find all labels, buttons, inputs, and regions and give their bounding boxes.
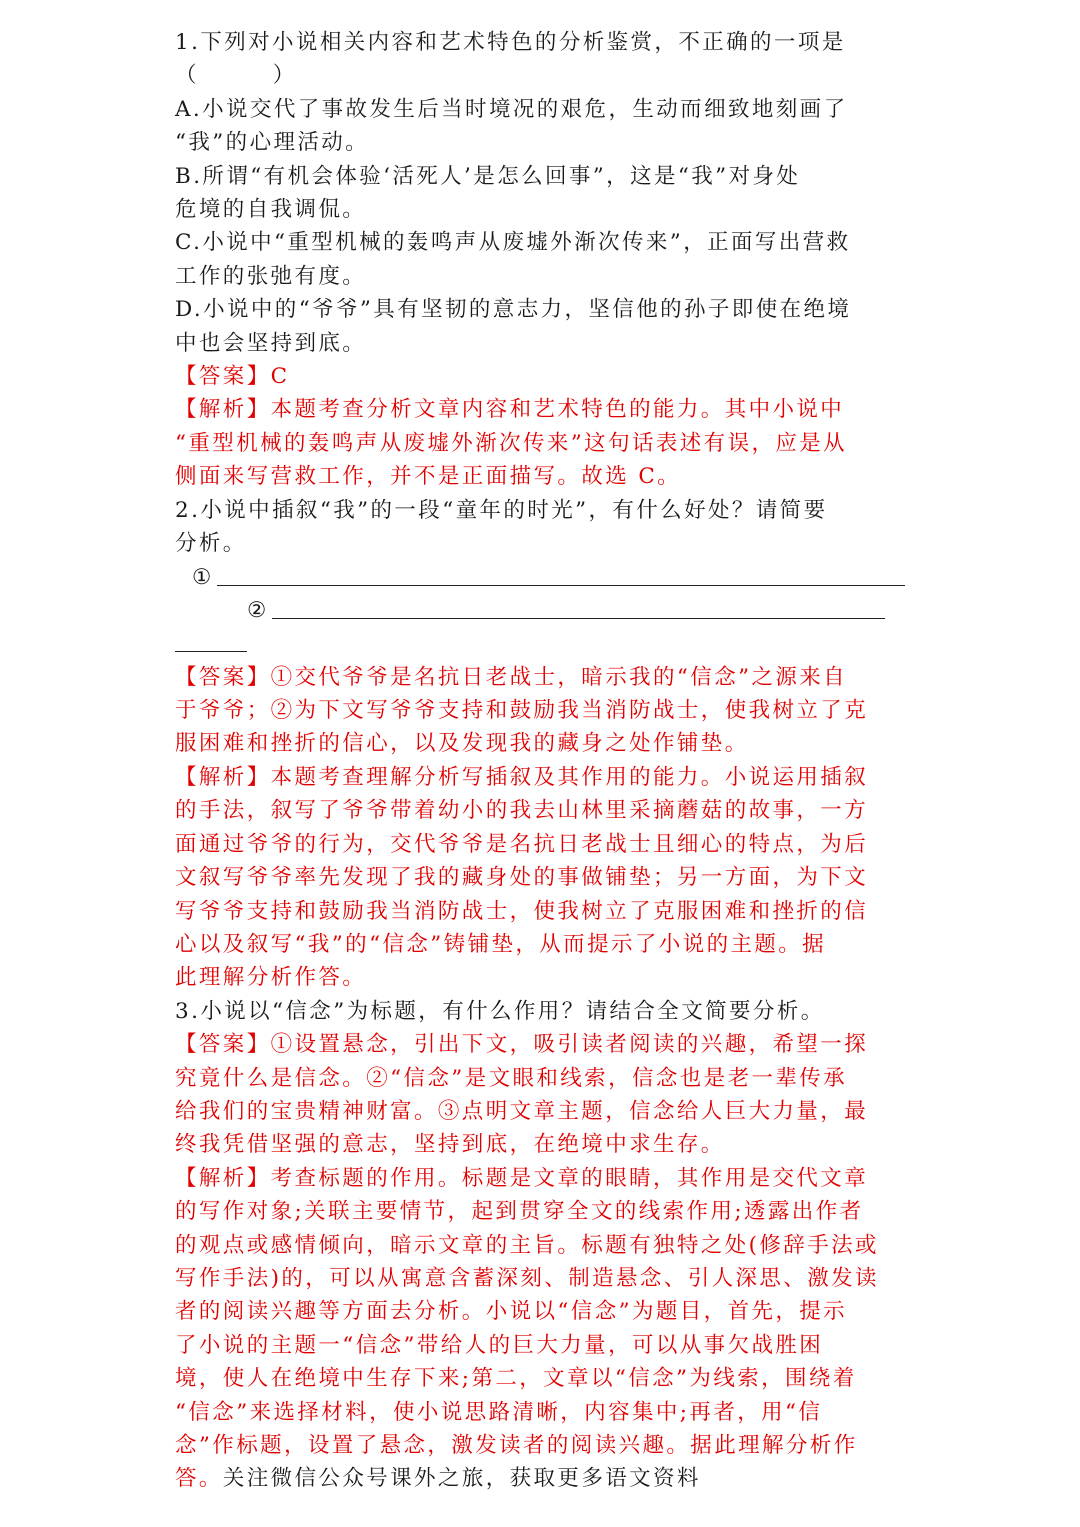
q3-analysis-cont: 境，使人在绝境中生存下来;第二，文章以“信念”为线索，围绕着 [175, 1366, 857, 1392]
q3-analysis-cont: “信念”来选择材料，使小说思路清晰，内容集中;再者，用“信 [175, 1399, 823, 1425]
q2-blank-2-number: ② [247, 597, 269, 623]
q3-answer-cont: 终我凭借坚强的意志，坚持到底，在绝境中求生存。 [175, 1132, 725, 1158]
q1-option-d-cont: 中也会坚持到底。 [175, 330, 367, 356]
q2-analysis-cont: 写爷爷支持和鼓励我当消防战士，使我树立了克服困难和挫折的信 [175, 898, 869, 924]
document-page [175, 26, 895, 1496]
q2-blank-2-underline-cont [175, 651, 247, 652]
q2-analysis-cont: 心以及叙写“我”的“信念”铸铺垫，从而提示了小说的主题。据 [175, 931, 827, 957]
q2-analysis-cont: 面通过爷爷的行为，交代爷爷是名抗日老战士且细心的特点，为后 [175, 831, 869, 857]
q2-blank-1-underline [217, 585, 905, 586]
q2-answer-cont: 于爷爷；②为下文写爷爷支持和鼓励我当消防战士，使我树立了克 [175, 698, 869, 724]
q3-analysis-cont: 写作手法)的，可以从寓意含蓄深刻、制造悬念、引人深思、激发读 [175, 1265, 879, 1291]
q1-answer-bracket: （ ） [175, 63, 297, 89]
q2-stem-cont: 分析。 [175, 531, 247, 557]
q2-analysis: 【解析】本题考查理解分析写插叙及其作用的能力。小说运用插叙 [175, 764, 869, 790]
q2-stem: 2.小说中插叙“我”的一段“童年的时光”，有什么好处？请简要 [175, 497, 828, 523]
q1-option-c-cont: 工作的张弛有度。 [175, 263, 367, 289]
q3-analysis-last: 答。 [175, 1466, 223, 1492]
q2-answer-cont: 服困难和挫折的信心，以及发现我的藏身之处作铺垫。 [175, 731, 749, 757]
q2-blank-1 [175, 561, 895, 594]
q1-option-a-cont: “我”的心理活动。 [175, 130, 370, 156]
q3-analysis: 【解析】考查标题的作用。标题是文章的眼睛，其作用是交代文章 [175, 1165, 869, 1191]
q3-stem: 3.小说以“信念”为标题，有什么作用？请结合全文简要分析。 [175, 998, 825, 1024]
footer-note: 关注微信公众号课外之旅，获取更多语文资料 [222, 1466, 701, 1492]
q2-analysis-cont: 文叙写爷爷率先发现了我的藏身处的事做铺垫；另一方面，为下文 [175, 865, 869, 891]
q2-blank-2-continuation [175, 627, 895, 660]
q3-answer-cont: 究竟什么是信念。②“信念”是文眼和线索，信念也是老一辈传承 [175, 1065, 848, 1091]
q3-answer-cont: 给我们的宝贵精神财富。③点明文章主题，信念给人巨大力量，最 [175, 1098, 869, 1124]
q2-analysis-cont: 此理解分析作答。 [175, 965, 367, 991]
q1-analysis: 【解析】本题考查分析文章内容和艺术特色的能力。其中小说中 [175, 397, 845, 423]
q3-answer: 【答案】①设置悬念，引出下文，吸引读者阅读的兴趣，希望一探 [175, 1032, 869, 1058]
q1-option-a: A.小说交代了事故发生后当时境况的艰危，生动而细致地刻画了 [175, 96, 848, 122]
q3-analysis-cont: 的写作对象;关联主要情节，起到贯穿全文的线索作用;透露出作者 [175, 1199, 864, 1225]
q3-analysis-cont: 念”作标题，设置了悬念，激发读者的阅读兴趣。据此理解分析作 [175, 1433, 858, 1459]
q1-analysis-cont: 侧面来写营救工作，并不是正面描写。故选 C。 [175, 464, 682, 490]
q2-blank-2-underline [272, 618, 885, 619]
q2-answer: 【答案】①交代爷爷是名抗日老战士，暗示我的“信念”之源来自 [175, 664, 848, 690]
q3-analysis-cont: 的观点或感情倾向，暗示文章的主旨。标题有独特之处(修辞手法或 [175, 1232, 879, 1258]
q3-analysis-cont: 了小说的主题一“信念”带给人的巨大力量，可以从事欠战胜困 [175, 1332, 824, 1358]
q1-option-b: B.所谓“有机会体验‘活死人’是怎么回事”，这是“我”对身处 [175, 163, 801, 189]
q1-option-c: C.小说中“重型机械的轰鸣声从废墟外渐次传来”，正面写出营救 [175, 230, 851, 256]
q3-analysis-end-and-footer [175, 1462, 895, 1495]
q2-blank-1-number: ① [192, 564, 214, 590]
q1-stem: 1.下列对小说相关内容和艺术特色的分析鉴赏，不正确的一项是 [175, 30, 846, 55]
q3-analysis-cont: 者的阅读兴趣等方面去分析。小说以“信念”为题目，首先，提示 [175, 1299, 848, 1325]
q2-analysis-cont: 的手法，叙写了爷爷带着幼小的我去山林里采摘蘑菇的故事，一方 [175, 798, 869, 824]
q1-answer: 【答案】C [175, 364, 290, 390]
q1-analysis-cont: “重型机械的轰鸣声从废墟外渐次传来”这句话表述有误，应是从 [175, 430, 848, 456]
q1-option-d: D.小说中的“爷爷”具有坚韧的意志力，坚信他的孙子即使在绝境 [175, 297, 852, 323]
q1-option-b-cont: 危境的自我调侃。 [175, 197, 367, 223]
q2-blank-2 [175, 594, 895, 627]
